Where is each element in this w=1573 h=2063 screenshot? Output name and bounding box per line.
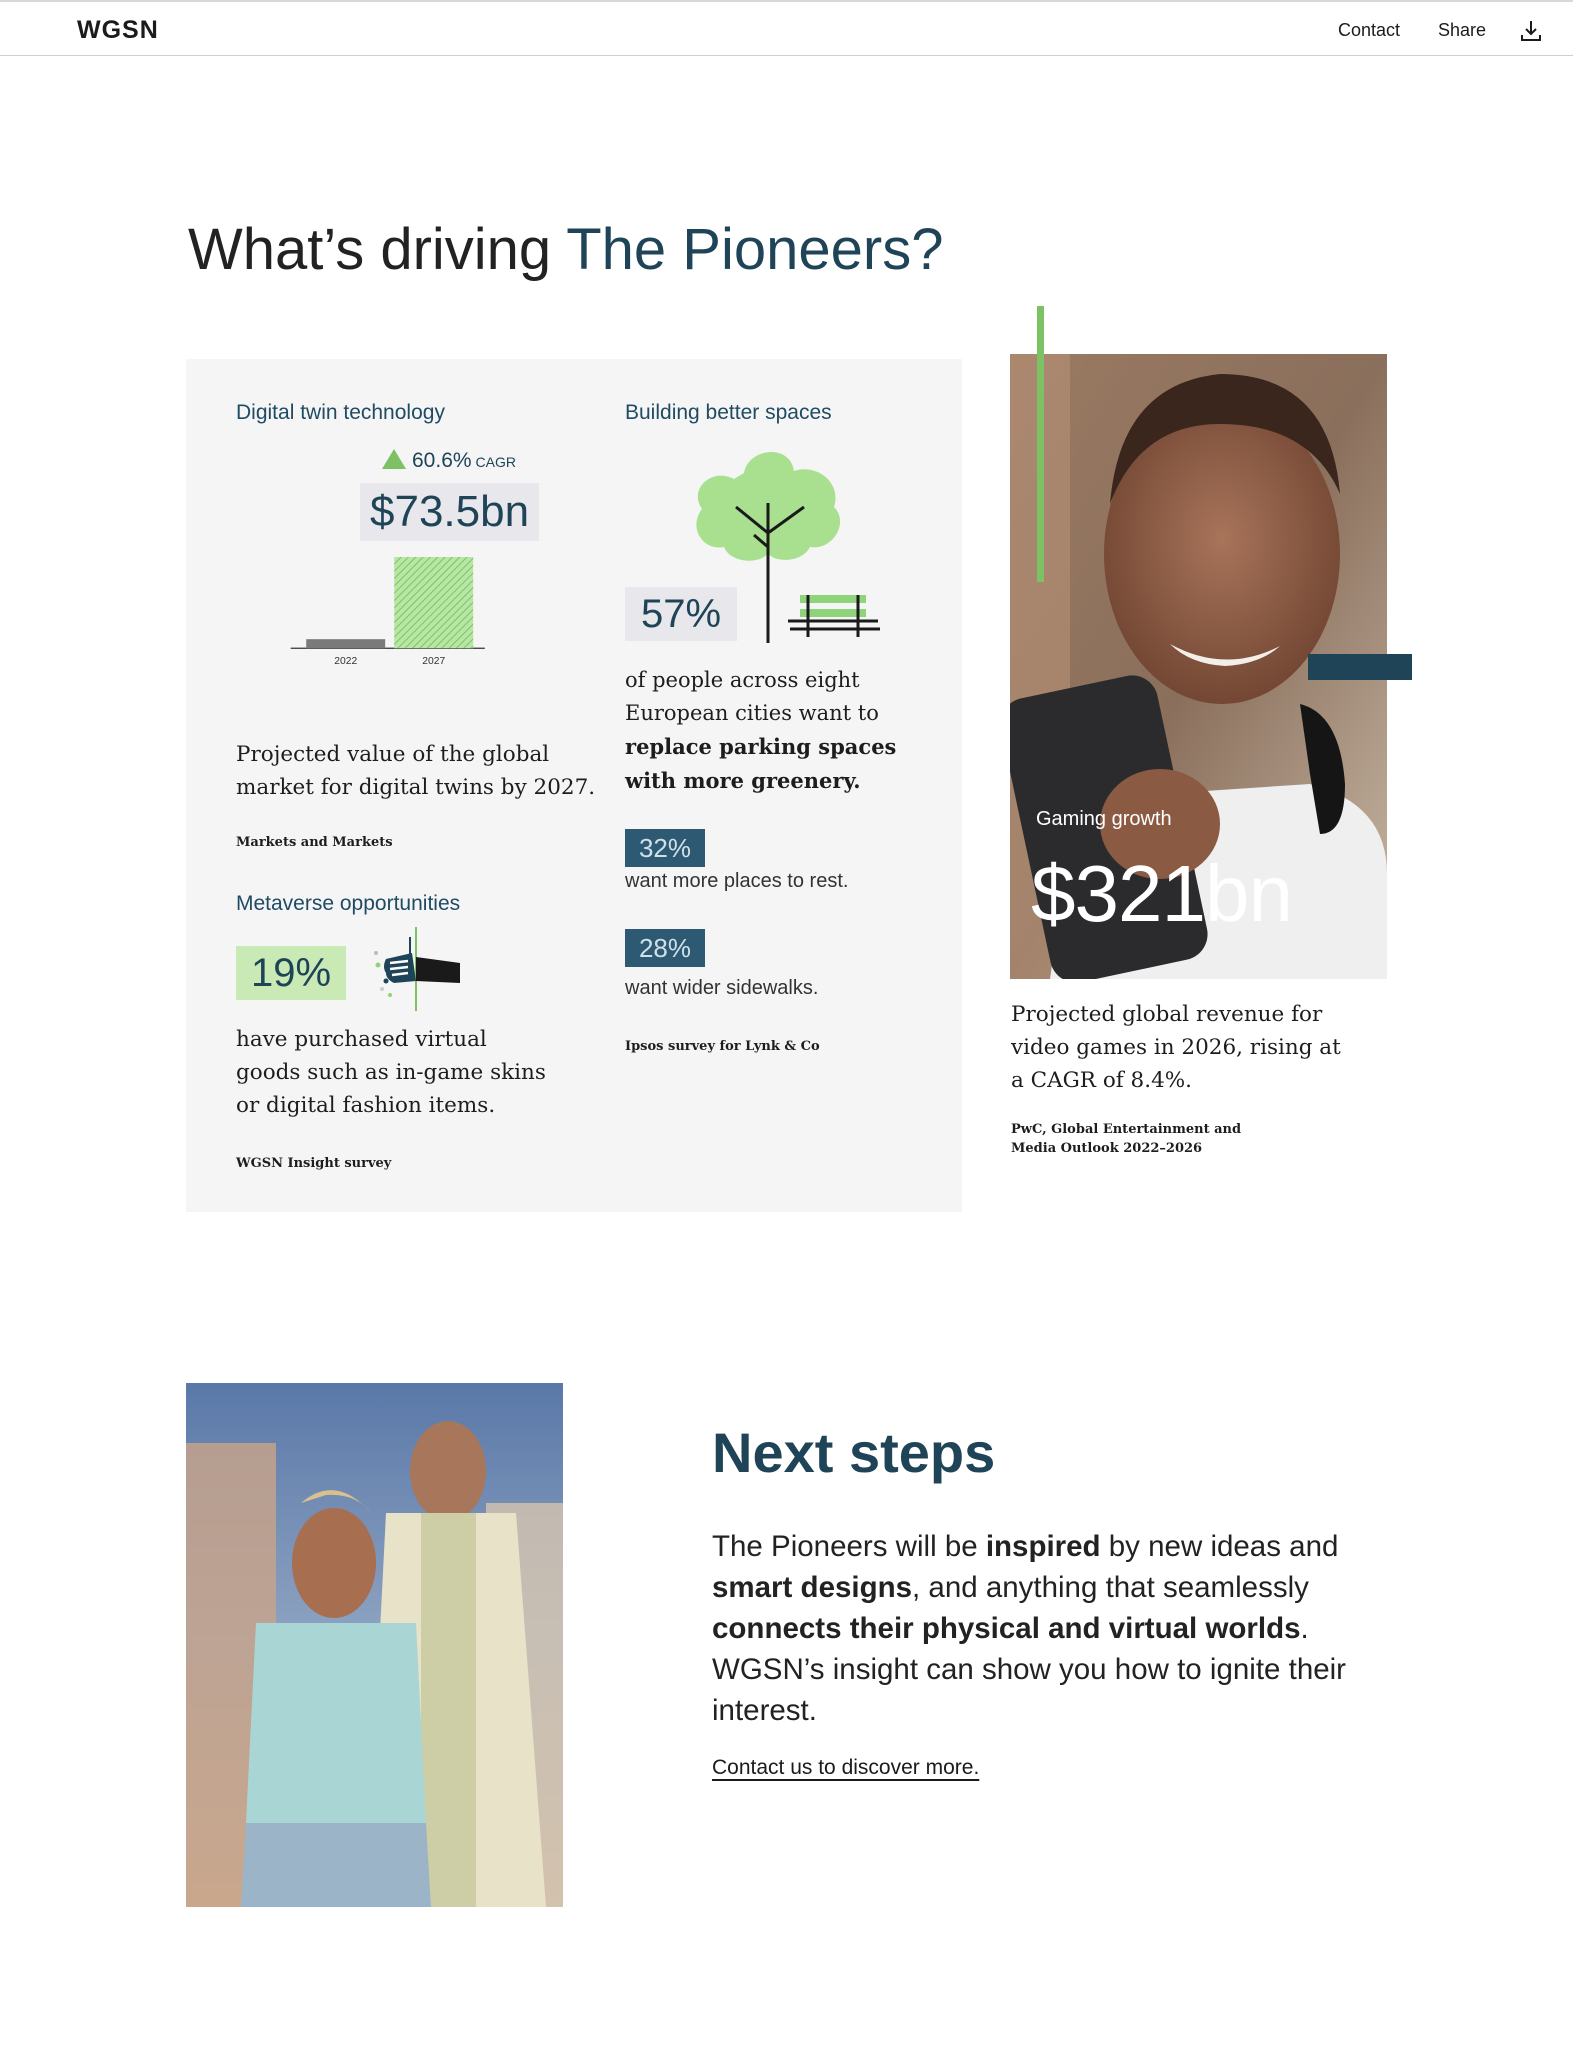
gaming-value: $321bn (1031, 849, 1292, 938)
cagr-value: 60.6% (412, 449, 472, 472)
metaverse-source: WGSN Insight survey (236, 1156, 392, 1171)
next-steps-title: Next steps (712, 1421, 996, 1484)
stats-panel (186, 359, 962, 1212)
green-accent-line (1037, 306, 1044, 582)
download-icon[interactable] (1518, 18, 1544, 44)
digital-twin-source: Markets and Markets (236, 835, 393, 850)
wgsn-logo[interactable]: WGSN (77, 16, 159, 44)
body-part-1: The Pioneers will be (712, 1530, 986, 1563)
spaces-source: Ipsos survey for Lynk & Co (625, 1039, 820, 1054)
gaming-caption: Projected global revenue for video games in 2026, rising at a CAGR of 8.4%. (1011, 1002, 1341, 1093)
bar-2027 (394, 557, 473, 648)
bar-2022 (306, 639, 385, 648)
spaces-desc-bold: replace parking spaces with more greenery. (625, 734, 897, 793)
contact-link[interactable]: Contact (1338, 20, 1401, 40)
next-steps-body (712, 1526, 1382, 1731)
up-triangle-icon (382, 449, 406, 469)
rest-text: want more places to rest. (625, 870, 849, 892)
tick-label-2022: 2022 (334, 655, 358, 667)
body-part-5: , and anything that seamlessly (912, 1571, 1309, 1604)
tick-label-2027: 2027 (422, 655, 446, 667)
rest-pct: 32% (625, 829, 705, 867)
sidewalk-pct: 28% (625, 929, 705, 967)
glove-icon (364, 923, 464, 1013)
gaming-source: PwC, Global Entertainment and Media Outlook 2022–2026 (1011, 1122, 1242, 1156)
cagr-label: CAGR (475, 454, 516, 470)
digital-twin-value: $73.5bn (360, 483, 539, 541)
contact-cta-link[interactable]: Contact us to discover more. (712, 1756, 980, 1779)
spaces-heading: Building better spaces (625, 401, 832, 424)
body-bold-inspired: inspired (985, 1530, 1101, 1563)
navy-accent-block (1308, 654, 1412, 680)
spaces-description (625, 664, 915, 798)
title-part-1: What’s driving (188, 217, 567, 282)
sidewalk-text: want wider sidewalks. (625, 977, 819, 999)
two-people-image (186, 1383, 563, 1907)
metaverse-description: have purchased virtual goods such as in-game skins or digital fashion items. (236, 1027, 546, 1118)
title-part-2: The Pioneers? (566, 217, 944, 282)
spaces-pct: 57% (625, 587, 737, 641)
digital-twin-heading: Digital twin technology (236, 401, 445, 424)
body-part-3: by new ideas and (1100, 1530, 1339, 1563)
metaverse-heading: Metaverse opportunities (236, 892, 461, 915)
digital-twin-bar-chart (236, 557, 546, 667)
top-bar (0, 0, 1573, 56)
body-bold-connects: connects their physical and virtual worlds (712, 1612, 1301, 1645)
spaces-desc-plain: of people across eight European cities want to (625, 668, 879, 725)
couple-photo (186, 1383, 563, 1907)
cagr-indicator (382, 449, 516, 473)
bench-icon (788, 589, 884, 639)
page-title (188, 216, 943, 283)
metaverse-pct: 19% (236, 946, 346, 1000)
gaming-label: Gaming growth (1036, 808, 1172, 830)
body-bold-smart-designs: smart designs (712, 1571, 913, 1604)
digital-twin-caption: Projected value of the global market for digital twins by 2027. (236, 742, 596, 800)
share-link[interactable]: Share (1438, 20, 1487, 40)
body-part-7: . WGSN’s insight can show you how to ignite their interest. (712, 1612, 1347, 1727)
